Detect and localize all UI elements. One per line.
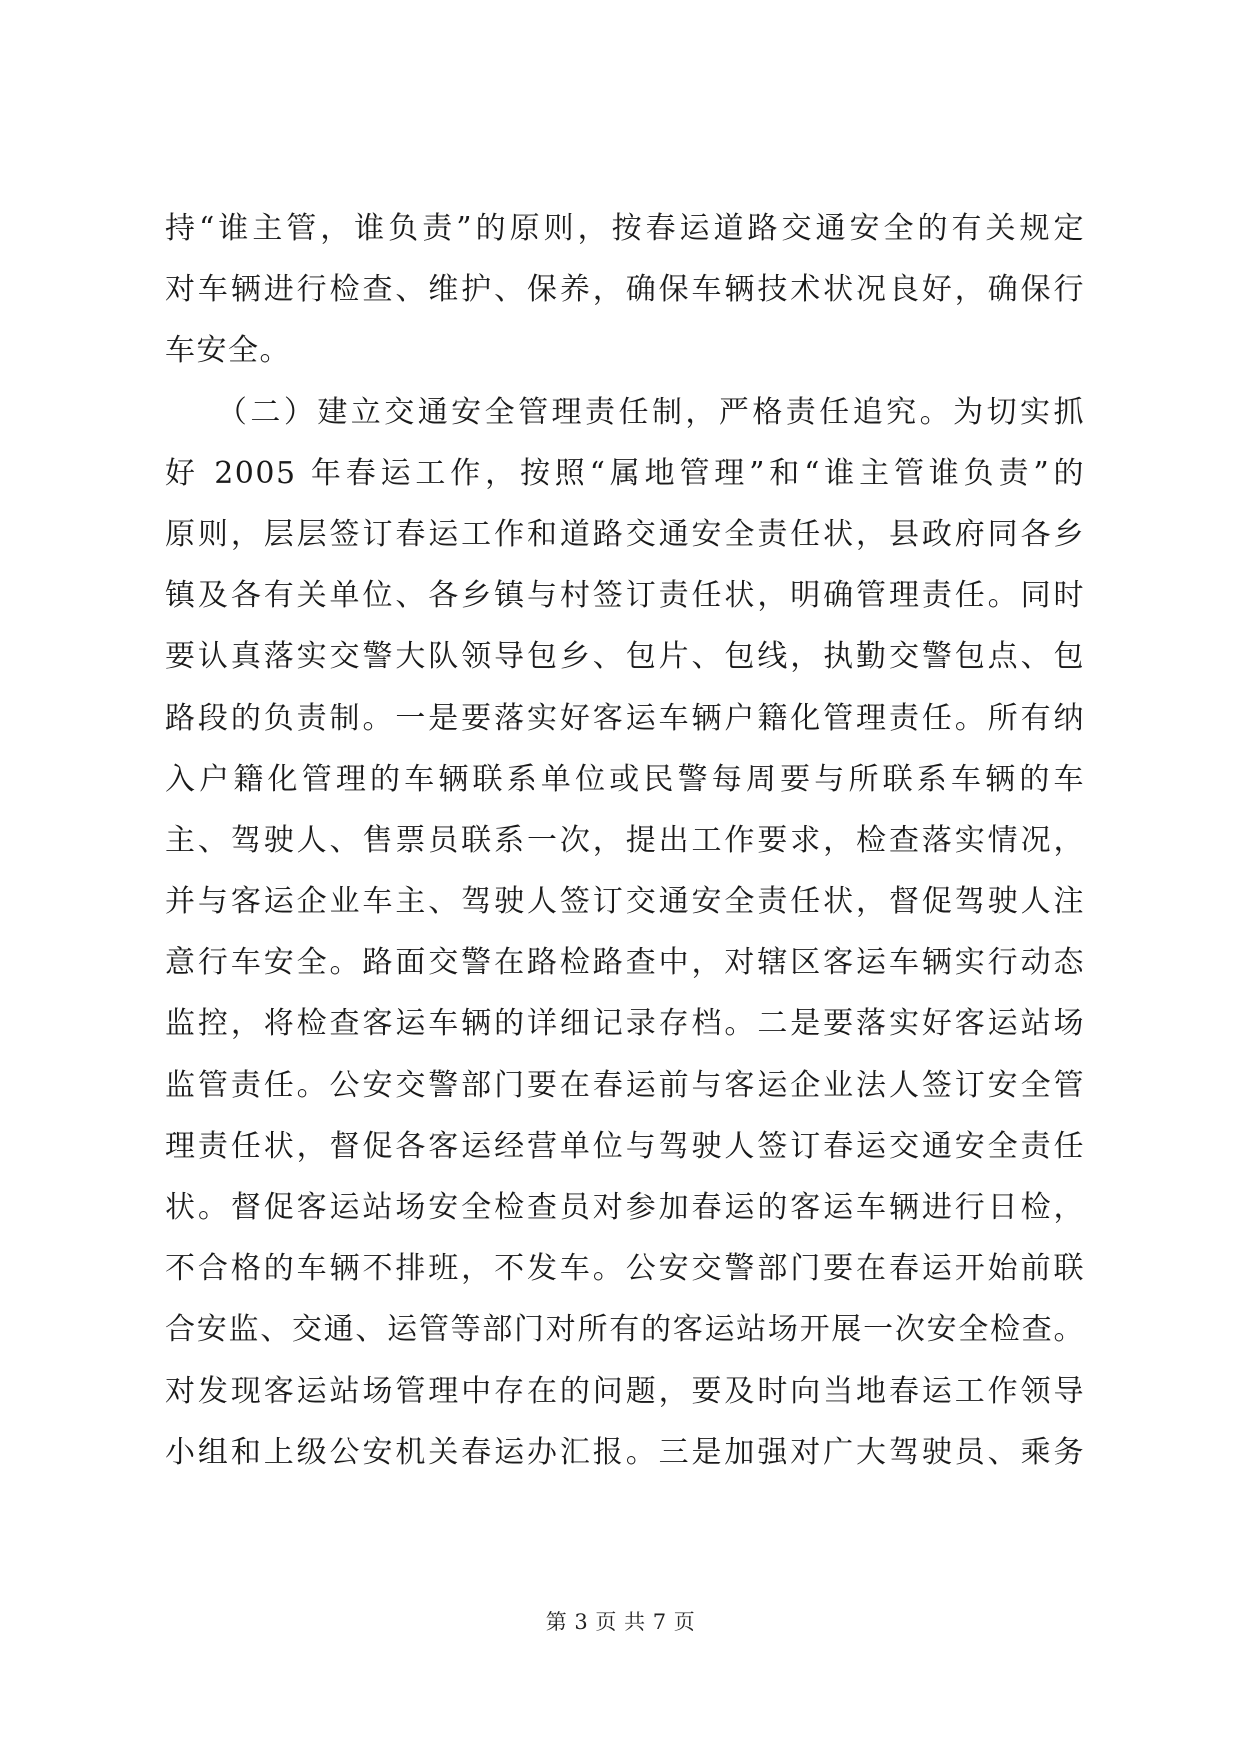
text-line: 监控，将检查客运车辆的详细记录存档。二是要落实好客运站场 <box>165 1006 1085 1042</box>
paragraph-1 <box>165 198 1085 382</box>
document-body <box>165 198 1085 1483</box>
text-line: 要认真落实交警大队领导包乡、包片、包线，执勤交警包点、包 <box>165 639 1085 675</box>
text-line: 对车辆进行检查、维护、保养，确保车辆技术状况良好，确保行 <box>165 272 1085 308</box>
text-line: 车安全。 <box>165 333 291 369</box>
text-line: 监管责任。公安交警部门要在春运前与客运企业法人签订安全管 <box>165 1067 1085 1103</box>
page-number-footer: 第 3 页 共 7 页 <box>545 1610 696 1634</box>
text-line: 理责任状，督促各客运经营单位与驾驶人签订春运交通安全责任 <box>165 1128 1085 1164</box>
text-line: 状。督促客运站场安全检查员对参加春运的客运车辆进行日检， <box>165 1190 1085 1225</box>
text-line: 好 2005 年春运工作，按照“属地管理”和“谁主管谁负责”的 <box>165 455 1085 491</box>
text-line: 合安监、交通、运管等部门对所有的客运站场开展一次安全检查。 <box>165 1312 1085 1348</box>
text-line: 并与客运企业车主、驾驶人签订交通安全责任状，督促驾驶人注 <box>165 884 1085 920</box>
text-line: 主、驾驶人、售票员联系一次，提出工作要求，检查落实情况， <box>165 822 1085 858</box>
text-line: 意行车安全。路面交警在路检路查中，对辖区客运车辆实行动态 <box>165 945 1085 981</box>
text-line: 小组和上级公安机关春运办汇报。三是加强对广大驾驶员、乘务 <box>165 1434 1085 1470</box>
text-line: 镇及各有关单位、各乡镇与村签订责任状，明确管理责任。同时 <box>165 578 1085 614</box>
text-line: 入户籍化管理的车辆联系单位或民警每周要与所联系车辆的车 <box>165 761 1085 797</box>
paragraph-2 <box>165 382 1085 1483</box>
text-line: 持“谁主管，谁负责”的原则，按春运道路交通安全的有关规定 <box>165 211 1085 246</box>
text-line: 原则，层层签订春运工作和道路交通安全责任状，县政府同各乡 <box>165 516 1085 552</box>
text-line: 对发现客运站场管理中存在的问题，要及时向当地春运工作领导 <box>165 1373 1085 1409</box>
text-line: 不合格的车辆不排班，不发车。公安交警部门要在春运开始前联 <box>165 1251 1085 1287</box>
text-line: 路段的负责制。一是要落实好客运车辆户籍化管理责任。所有纳 <box>165 700 1085 736</box>
text-line: （二）建立交通安全管理责任制，严格责任追究。为切实抓 <box>165 394 1085 430</box>
